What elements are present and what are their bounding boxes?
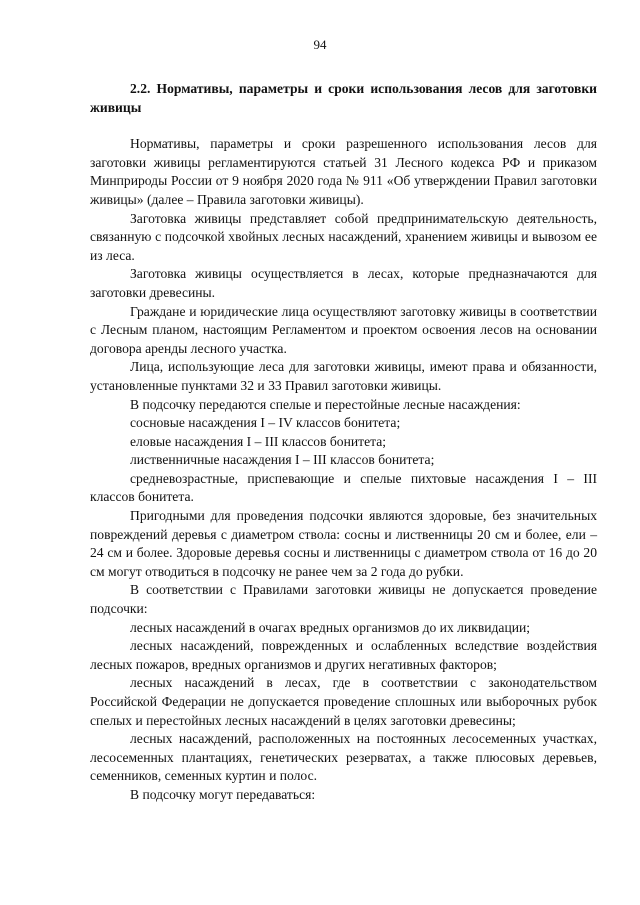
paragraph-7: Пригодными для проведения подсочки являются здоровые, без значительных повреждений деревья с диаметром ствола: сосны и лиственницы 20 см и более, ели – 24 см и более. Здоровые деревья сосны и лиственницы с диаметром ствола от 16 до 20 см могут отводиться в подсочку не ранее чем за 2 года до рубки. bbox=[90, 508, 597, 579]
list-item-pest-foci: лесных насаждений в очагах вредных организмов до их ликвидации; bbox=[130, 619, 531, 635]
list-item-fir: средневозрастные, приспевающие и спелые пихтовые насаждения I – III классов бонитета. bbox=[90, 470, 597, 505]
paragraph-4: Граждане и юридические лица осуществляют заготовку живицы в соответствии с Лесным планом, настоящим Регламентом и проектом освоения лесов на основании договора аренды лесного участка. bbox=[90, 303, 597, 356]
list-item-pine: сосновые насаждения I – IV классов бонитета; bbox=[130, 415, 401, 431]
list-item-seed-plots: лесных насаждений, расположенных на постоянных лесосеменных участках, лесосеменных плантациях, генетических резерватах, а также плюсовых деревьев, семенников, семенных куртин и полос. bbox=[90, 731, 597, 784]
section-heading: 2.2. Нормативы, параметры и сроки использования лесов для заготовки живицы bbox=[90, 81, 597, 115]
paragraph-6: В подсочку передаются спелые и перестойные лесные насаждения: bbox=[130, 396, 521, 412]
list-item-restricted: лесных насаждений в лесах, где в соответствии с законодательством Российской Федерации не допускается проведение сплошных или выборочных рубок спелых и перестойных лесных насаждений в целях заготовки древесины; bbox=[90, 675, 597, 728]
paragraph-3: Заготовка живицы осуществляется в лесах, которые предназначаются для заготовки древесины. bbox=[90, 266, 597, 300]
paragraph-8: В соответствии с Правилами заготовки живицы не допускается проведение подсочки: bbox=[90, 582, 597, 617]
paragraph-9: В подсочку могут передаваться: bbox=[130, 786, 316, 802]
paragraph-1: Нормативы, параметры и сроки разрешенного использования лесов для заготовки живицы регламентируются статьей 31 Лесного кодекса РФ и приказом Минприроды России от 9 ноября 2020 года № 911 «Об утверждении Правил заготовки живицы» (далее – Правила заготовки живицы). bbox=[90, 136, 597, 207]
list-item-larch: лиственничные насаждения I – III классов бонитета; bbox=[130, 452, 435, 468]
paragraph-2: Заготовка живицы представляет собой предпринимательскую деятельность, связанную с подсочкой хвойных лесных насаждений, хранением живицы и вывозом ее из леса. bbox=[90, 210, 597, 263]
page-number: 94 bbox=[313, 37, 327, 52]
list-item-spruce: еловые насаждения I – III классов бонитета; bbox=[130, 433, 387, 449]
document-body bbox=[90, 80, 597, 805]
paragraph-5: Лица, использующие леса для заготовки живицы, имеют права и обязанности, установленные пунктами 32 и 33 Правил заготовки живицы. bbox=[90, 359, 597, 393]
list-item-damaged: лесных насаждений, поврежденных и ослабленных вследствие воздействия лесных пожаров, вредных организмов и других негативных факторов; bbox=[90, 638, 597, 672]
